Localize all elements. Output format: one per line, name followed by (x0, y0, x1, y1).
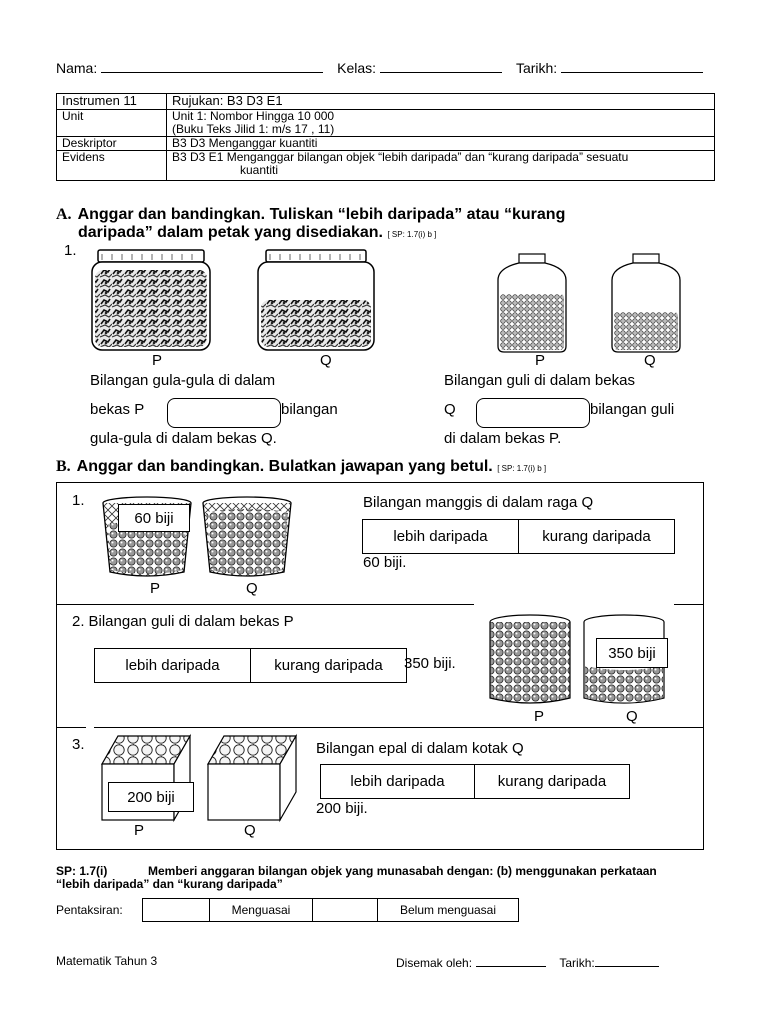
b2-option-lebih[interactable]: lebih daripada (125, 657, 220, 674)
a-left-line-3: gula-gula di dalam bekas Q. (90, 430, 277, 447)
section-b-letter: B. (56, 458, 71, 475)
section-b-divider-2b (94, 727, 704, 728)
apple-box-q-image (204, 732, 300, 824)
b2-stem (72, 613, 294, 630)
section-b-divider-1b (674, 604, 704, 605)
a-left-answer-box[interactable] (167, 398, 281, 428)
sp-code: SP: 1.7(i) (56, 864, 108, 878)
deskriptor-value: B3 D3 Menganggar kuantiti (167, 137, 715, 151)
b2-q-label: Q (626, 708, 638, 725)
instrumen-cell: Instrumen 11 (57, 94, 167, 110)
evidens-value (167, 151, 715, 181)
assessment-table (142, 898, 519, 922)
section-b-sp: [ SP: 1.7(i) b ] (497, 464, 547, 473)
b3-quantity-label: 200 biji (108, 782, 194, 812)
b1-q-label: Q (246, 580, 258, 597)
jar-p-label: P (152, 352, 163, 369)
a-right-line-3: di dalam bekas P. (444, 430, 562, 447)
b3-q-label: Q (244, 822, 256, 839)
tarikh-label: Tarikh: (515, 60, 558, 76)
unit-value-line-2: (Buku Teks Jilid 1: m/s 17 , 11) (172, 122, 335, 136)
candy-jar-p-image (88, 248, 214, 352)
b3-option-lebih[interactable]: lebih daripada (350, 773, 445, 790)
b2-stem-text: Bilangan guli di dalam bekas P (88, 613, 294, 630)
evidens-line-2: kuantiti (240, 163, 279, 177)
b1-quantity-label: 60 biji (118, 504, 190, 532)
b3-choice-group (320, 764, 630, 799)
section-b-divider-1a (56, 604, 474, 605)
footer-tarikh-blank[interactable] (595, 954, 659, 967)
marble-jar-p-image (486, 612, 574, 708)
b1-num: 1. (72, 492, 85, 509)
b1-stem: Bilangan manggis di dalam raga Q (363, 494, 594, 511)
sp-text-line-2: “lebih daripada” dan “kurang daripada” (56, 877, 283, 891)
a-left-line-2a: bekas P (90, 401, 145, 418)
kelas-label: Kelas: (337, 60, 377, 76)
deskriptor-label: Deskriptor (57, 137, 167, 151)
jar-q-label: Q (320, 352, 332, 369)
a-right-answer-box[interactable] (476, 398, 590, 428)
pentaksiran-label: Pentaksiran: (56, 903, 123, 917)
section-a-title (56, 206, 736, 244)
basket-q-image (200, 494, 294, 578)
b3-end: 200 biji. (316, 800, 368, 817)
section-b-divider-2a (56, 727, 86, 728)
rujukan-cell: Rujukan: B3 D3 E1 (167, 94, 715, 110)
b2-quantity-label: 350 biji (596, 638, 668, 668)
menguasai-label: Menguasai (210, 899, 313, 922)
header-row (56, 60, 703, 76)
b3-stem: Bilangan epal di dalam kotak Q (316, 740, 524, 757)
belum-label: Belum menguasai (378, 899, 519, 922)
disemak-row (396, 954, 659, 970)
bottle-q-label: Q (644, 352, 656, 369)
footer-tarikh-label: Tarikh: (559, 956, 595, 970)
a-left-line-1: Bilangan gula-gula di dalam (90, 372, 276, 389)
section-a-title-line-2: daripada” dalam petak yang disediakan. (78, 224, 383, 241)
disemak-label: Disemak oleh: (396, 956, 473, 970)
section-b-top-border (56, 482, 704, 483)
b2-choice-group (94, 648, 407, 683)
marble-bottle-q-image (608, 252, 684, 354)
menguasai-checkbox[interactable] (143, 899, 210, 922)
section-a-sp: [ SP: 1.7(i) b ] (387, 230, 437, 239)
unit-value (167, 110, 715, 137)
evidens-line-1: B3 D3 E1 Menganggar bilangan objek “lebih daripada” dan “kurang daripada” sesuatu (172, 150, 629, 164)
kelas-blank[interactable] (380, 60, 502, 73)
b2-p-label: P (534, 708, 545, 725)
b1-p-label: P (150, 580, 161, 597)
sp-text-line-1: Memberi anggaran bilangan objek yang munasabah dengan: (b) menggunakan perkataan (148, 864, 657, 878)
b2-end: 350 biji. (404, 655, 456, 672)
evidens-label: Evidens (57, 151, 167, 181)
bottle-p-label: P (535, 352, 546, 369)
b1-end: 60 biji. (363, 554, 407, 571)
nama-label: Nama: (56, 60, 98, 76)
belum-checkbox[interactable] (313, 899, 378, 922)
a-right-line-2b: bilangan guli (590, 401, 675, 418)
section-b-bottom-border (56, 849, 704, 850)
tarikh-blank[interactable] (561, 60, 703, 73)
section-b-title (56, 458, 546, 476)
b1-option-kurang[interactable]: kurang daripada (518, 520, 674, 553)
b2-option-kurang[interactable]: kurang daripada (250, 649, 406, 682)
disemak-blank[interactable] (476, 954, 546, 967)
b3-option-kurang[interactable]: kurang daripada (474, 765, 629, 798)
section-a-title-line-1: Anggar dan bandingkan. Tuliskan “lebih daripada” atau “kurang (77, 206, 566, 223)
marble-bottle-p-image (494, 252, 570, 354)
section-a-num: 1. (64, 242, 77, 259)
candy-jar-q-image (254, 248, 378, 352)
unit-label: Unit (57, 110, 167, 137)
subject-label: Matematik Tahun 3 (56, 954, 158, 968)
unit-value-line-1: Unit 1: Nombor Hingga 10 000 (172, 109, 335, 123)
a-left-line-2b: bilangan (281, 401, 338, 418)
a-right-line-1: Bilangan guli di dalam bekas (444, 372, 635, 389)
b1-option-lebih[interactable]: lebih daripada (393, 528, 488, 545)
info-table (56, 93, 715, 181)
section-a-letter: A. (56, 206, 72, 223)
nama-blank[interactable] (101, 60, 323, 73)
b2-num: 2. (72, 613, 85, 630)
a-right-line-2a: Q (444, 401, 456, 418)
section-b-title-text: Anggar dan bandingkan. Bulatkan jawapan yang betul. (76, 458, 493, 475)
b3-num: 3. (72, 736, 85, 753)
b1-choice-group (362, 519, 675, 554)
b3-p-label: P (134, 822, 145, 839)
